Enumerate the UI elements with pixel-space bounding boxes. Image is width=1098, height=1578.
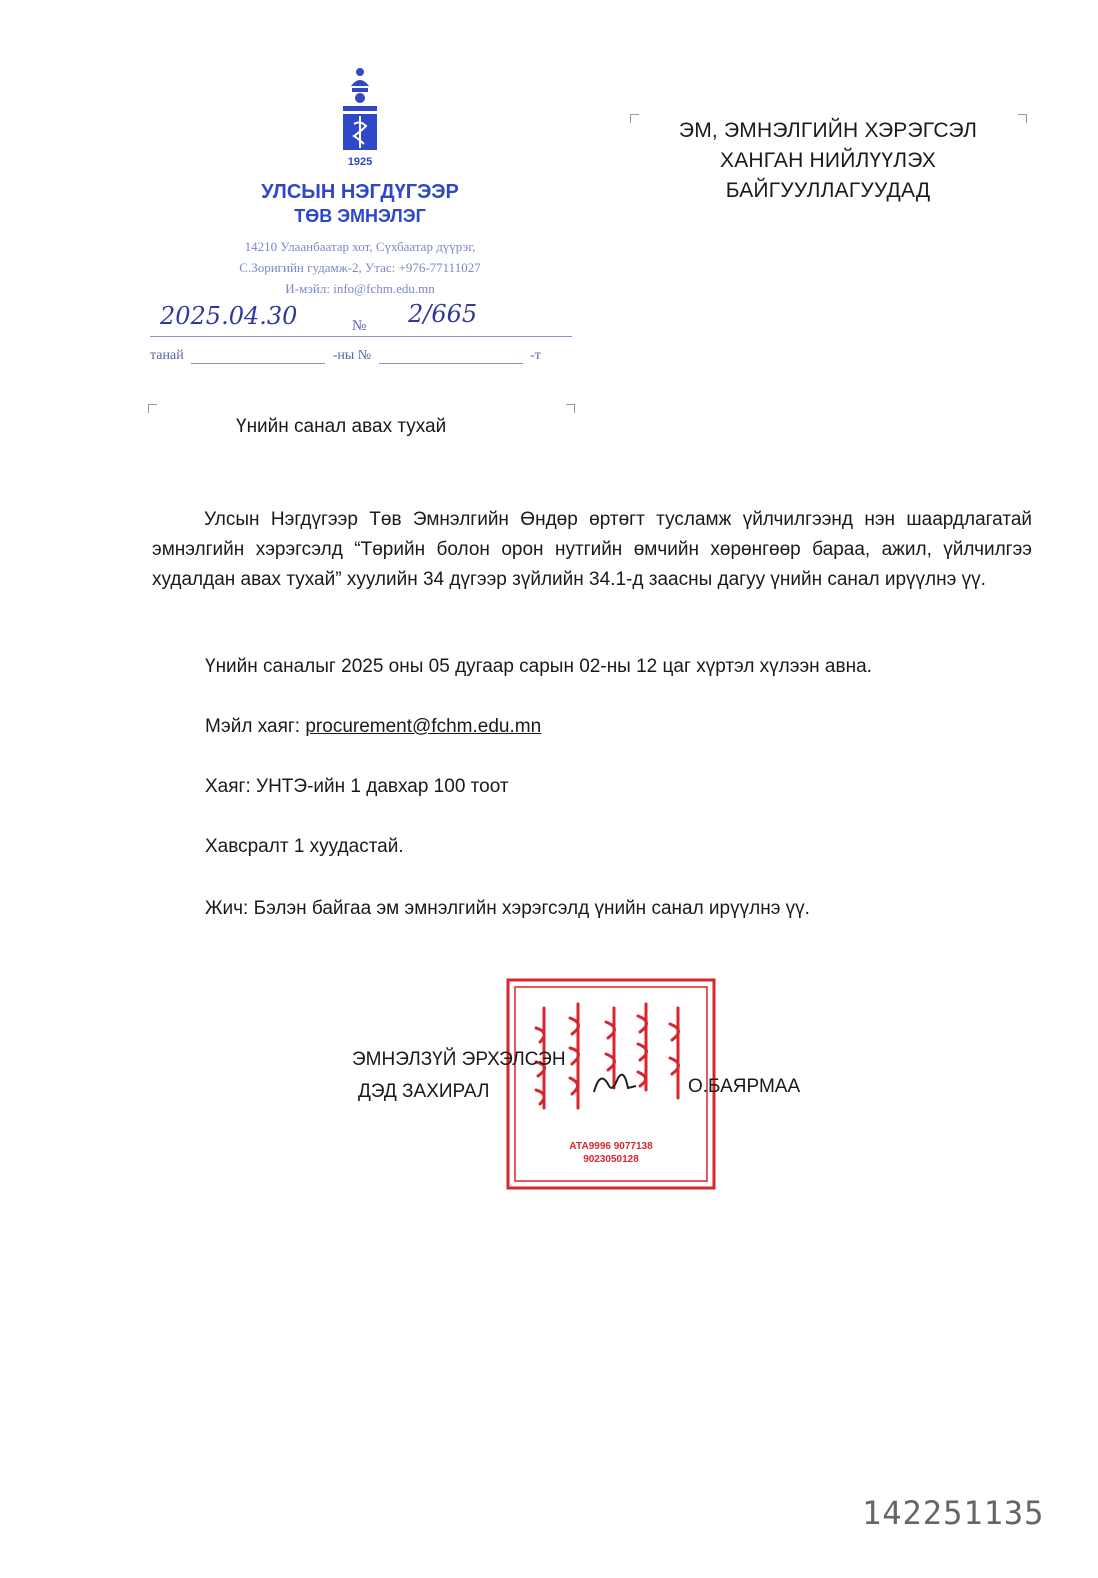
address-line1: 14210 Улаанбаатар хот, Сүхбаатар дүүрэг, bbox=[244, 239, 476, 254]
recipient-corner-left bbox=[630, 114, 639, 123]
letter-number: 2/665 bbox=[408, 300, 478, 328]
your-end: -т bbox=[530, 348, 541, 363]
recipient-line1: ЭМ, ЭМНЭЛГИЙН ХЭРЭГСЭЛ bbox=[678, 119, 978, 142]
email-line bbox=[205, 716, 541, 738]
subject-corner-left bbox=[148, 404, 157, 413]
signer-title-line2: ДЭД ЗАХИРАЛ bbox=[358, 1081, 490, 1102]
body-paragraph1: Улсын Нэгдүгээр Төв Эмнэлгийн Өндөр өртөгт тусламж үйлчилгээнд нэн шаардлагатай эмнэлгийн хэрэгсэлд “Төрийн болон орон нутгийн өмчийн хөрөнгөөр бараа, ажил, үйлчилгээ худалдан авах тухай” хуулийн 34 дүгээр зүйлийн 34.1-д заасны дагуу үнийн санал ирүүлнэ үү. bbox=[152, 509, 1032, 590]
stamp-code1: АТА9996 9077138 bbox=[569, 1141, 653, 1152]
note-line: Жич: Бэлэн байгаа эм эмнэлгийн хэрэгсэлд үнийн санал ирүүлнэ үү. bbox=[205, 898, 810, 919]
org-name-line2: ТӨВ ЭМНЭЛЭГ bbox=[294, 206, 426, 226]
letter-body bbox=[152, 505, 1032, 595]
email-label: Мэйл хаяг: bbox=[205, 716, 301, 737]
date-underline bbox=[150, 336, 572, 337]
reference-row bbox=[150, 348, 541, 364]
address-line3: И-мэйл: info@fchm.edu.mn bbox=[285, 281, 435, 296]
signer-title bbox=[352, 1044, 566, 1108]
your-label: танай bbox=[150, 348, 184, 363]
handwritten-signature bbox=[590, 1064, 640, 1104]
subject-corner-right bbox=[566, 404, 575, 413]
recipient-line3: БАЙГУУЛЛАГУУДАД bbox=[725, 179, 931, 202]
stamp-codes bbox=[506, 1140, 716, 1166]
address-line: Хаяг: УНТЭ-ийн 1 давхар 100 тоот bbox=[205, 776, 509, 797]
stamp-code2: 9023050128 bbox=[583, 1154, 639, 1165]
letter-date: 2025.04.30 bbox=[160, 302, 298, 330]
letter-subject: Үнийн санал авах тухай bbox=[236, 416, 447, 437]
your-suffix: -ны № bbox=[332, 348, 372, 363]
page-serial-number: 142251135 bbox=[862, 1494, 1045, 1532]
logo-year: 1925 bbox=[347, 156, 373, 168]
recipient-line2: ХАНГАН НИЙЛҮҮЛЭХ bbox=[719, 149, 936, 172]
organization-address bbox=[180, 236, 540, 299]
recipient-block bbox=[648, 116, 1008, 206]
recipient-corner-right bbox=[1018, 114, 1027, 123]
email-link[interactable]: procurement@fchm.edu.mn bbox=[305, 716, 542, 737]
address-line2: С.Зоригийн гудамж-2, Утас: +976-77111027 bbox=[239, 260, 481, 275]
attachment-line: Хавсралт 1 хуудастай. bbox=[205, 836, 404, 857]
signer-name: О.БАЯРМАА bbox=[688, 1076, 801, 1097]
deadline-line: Үнийн саналыг 2025 оны 05 дугаар сарын 02-ны 12 цаг хүртэл хүлээн авна. bbox=[205, 656, 872, 677]
number-label: № bbox=[352, 318, 367, 334]
signer-title-line1: ЭМНЭЛЗҮЙ ЭРХЭЛСЭН bbox=[352, 1049, 566, 1070]
your-number-line bbox=[379, 349, 523, 364]
your-date-line bbox=[191, 349, 325, 364]
organization-name bbox=[200, 180, 520, 228]
org-name-line1: УЛСЫН НЭГДҮГЭЭР bbox=[261, 181, 459, 203]
